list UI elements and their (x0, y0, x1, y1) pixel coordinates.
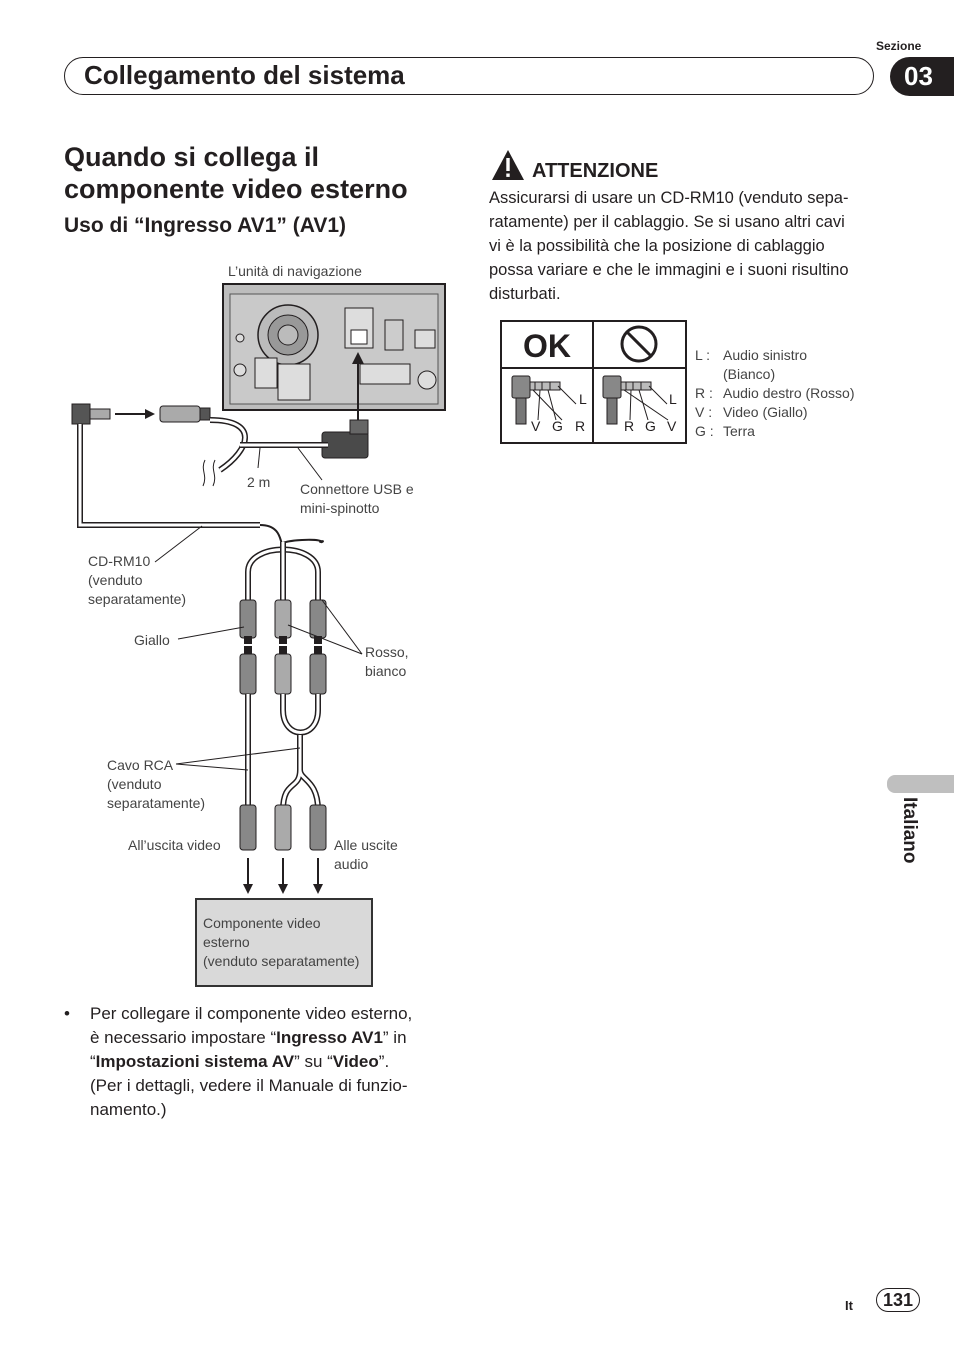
plug-ok-letter: V (531, 418, 541, 434)
rca-plug-icon (310, 805, 326, 850)
section-number-badge (890, 57, 954, 96)
rca-plug-icon (275, 646, 291, 694)
navigation-unit-panel (223, 284, 445, 410)
label-length: 2 m (247, 474, 271, 490)
bullet-line: (Per i dettagli, vedere il Manuale di funzio- (90, 1076, 408, 1095)
warning-line: vi è la possibilità che la posizione di cablaggio (489, 237, 825, 255)
text-run: ”. (378, 1052, 390, 1071)
legend-row (695, 422, 855, 441)
plug-legend (695, 346, 855, 441)
rca-plug-icon (310, 600, 326, 644)
page-title-line2: componente video esterno (64, 174, 408, 204)
plug-ng-letter: V (667, 418, 677, 434)
legend-key: R : (695, 385, 713, 401)
bullet-line (90, 1026, 412, 1050)
language-label: Italiano (899, 797, 920, 864)
section-label: Sezione (876, 39, 922, 53)
plug-ng-letter: L (669, 391, 677, 407)
legend-row (695, 384, 855, 403)
warning-title: ATTENZIONE (532, 160, 659, 182)
legend-value: Terra (723, 423, 755, 439)
page-number-text: 131 (882, 1289, 914, 1310)
footer-lang-code: It (845, 1298, 853, 1313)
legend-row (695, 403, 855, 422)
rca-plug-icon (275, 805, 291, 850)
text-run: ” in (382, 1028, 407, 1047)
ok-label: OK (523, 328, 571, 364)
legend-value: Audio destro (Rosso) (723, 385, 855, 401)
legend-value: Audio sinistro (723, 347, 808, 363)
label-line: esterno (203, 934, 250, 950)
setting-name: Ingresso AV1 (276, 1028, 383, 1047)
text-run: “ (90, 1052, 96, 1071)
label-line: (venduto (88, 572, 143, 588)
plug-ok-letter: G (552, 418, 563, 434)
legend-row (695, 346, 855, 365)
plug-ok-letter: L (579, 391, 587, 407)
plug-table (500, 320, 688, 444)
page-header-title: Collegamento del sistema (84, 60, 405, 90)
bullet-line (90, 1050, 412, 1074)
legend-key: G : (695, 423, 714, 439)
text-run: ” su “ (294, 1052, 333, 1071)
plug-ok-letter: R (575, 418, 586, 434)
page-number (876, 1288, 920, 1312)
label-line: Alle uscite (334, 837, 398, 853)
label-rosso-bianco (365, 643, 409, 681)
label-line: separatamente) (107, 795, 206, 811)
legend-value: (Bianco) (723, 366, 776, 382)
plug-ng-letter: G (645, 418, 656, 434)
legend-row (695, 365, 855, 384)
option-name: Video (332, 1052, 379, 1071)
section-number: 03 (904, 61, 933, 91)
label-line: separatamente) (88, 591, 187, 607)
bullet-dot: • (64, 1004, 70, 1023)
bullet-line: Per collegare il componente video esterno, (90, 1004, 413, 1023)
label-audio-out (334, 836, 398, 874)
label-rca-cable (107, 756, 205, 813)
warning-line: ratamente) per il cablaggio. Se si usano altri cavi (489, 213, 845, 231)
legend-value: Video (Giallo) (723, 404, 808, 420)
mini-plug-icon (72, 404, 210, 424)
legend-key: L : (695, 347, 711, 363)
language-tab (887, 775, 954, 793)
rca-plug-icon (240, 646, 256, 694)
label-giallo: Giallo (134, 632, 170, 648)
label-line: Rosso, (365, 644, 409, 660)
menu-name: Impostazioni sistema AV (95, 1052, 295, 1071)
device-label (197, 900, 371, 971)
subheading: Uso di “Ingresso AV1” (AV1) (64, 214, 346, 237)
rca-plug-icon (275, 600, 291, 644)
label-video-out: All’uscita video (128, 837, 221, 853)
text-run: è necessario impostare “ (90, 1028, 277, 1047)
label-line: Connettore USB e (300, 481, 414, 497)
label-line: CD-RM10 (88, 553, 151, 569)
page-title-line1: Quando si collega il (64, 142, 320, 172)
label-line: bianco (365, 663, 407, 679)
bullet-line: namento.) (90, 1100, 167, 1119)
page-title (64, 141, 464, 205)
label-line: Cavo RCA (107, 757, 174, 773)
label-line: Componente video (203, 915, 321, 931)
warning-body (489, 186, 879, 306)
label-line: mini-spinotto (300, 500, 380, 516)
label-line: audio (334, 856, 369, 872)
plug-ng-letter: R (624, 418, 635, 434)
rca-plug-icon (240, 600, 256, 644)
warning-line: possa variare e che le immagini e i suoni risultino (489, 261, 849, 279)
label-usb-connector (300, 480, 414, 518)
label-line: (venduto separatamente) (203, 953, 360, 969)
label-nav-unit: L’unità di navigazione (228, 263, 362, 279)
warning-line: Assicurarsi di usare un CD-RM10 (venduto sepa- (489, 189, 849, 207)
warning-icon (490, 148, 526, 182)
usb-connector-icon (322, 420, 368, 458)
label-cdrm10 (88, 552, 186, 609)
rca-plug-icon (310, 646, 326, 694)
warning-line: disturbati. (489, 285, 561, 303)
label-line: (venduto (107, 776, 162, 792)
bullet-note (64, 1002, 449, 1122)
external-video-device (195, 898, 373, 987)
legend-key: V : (695, 404, 713, 420)
rca-plug-icon (240, 805, 256, 850)
